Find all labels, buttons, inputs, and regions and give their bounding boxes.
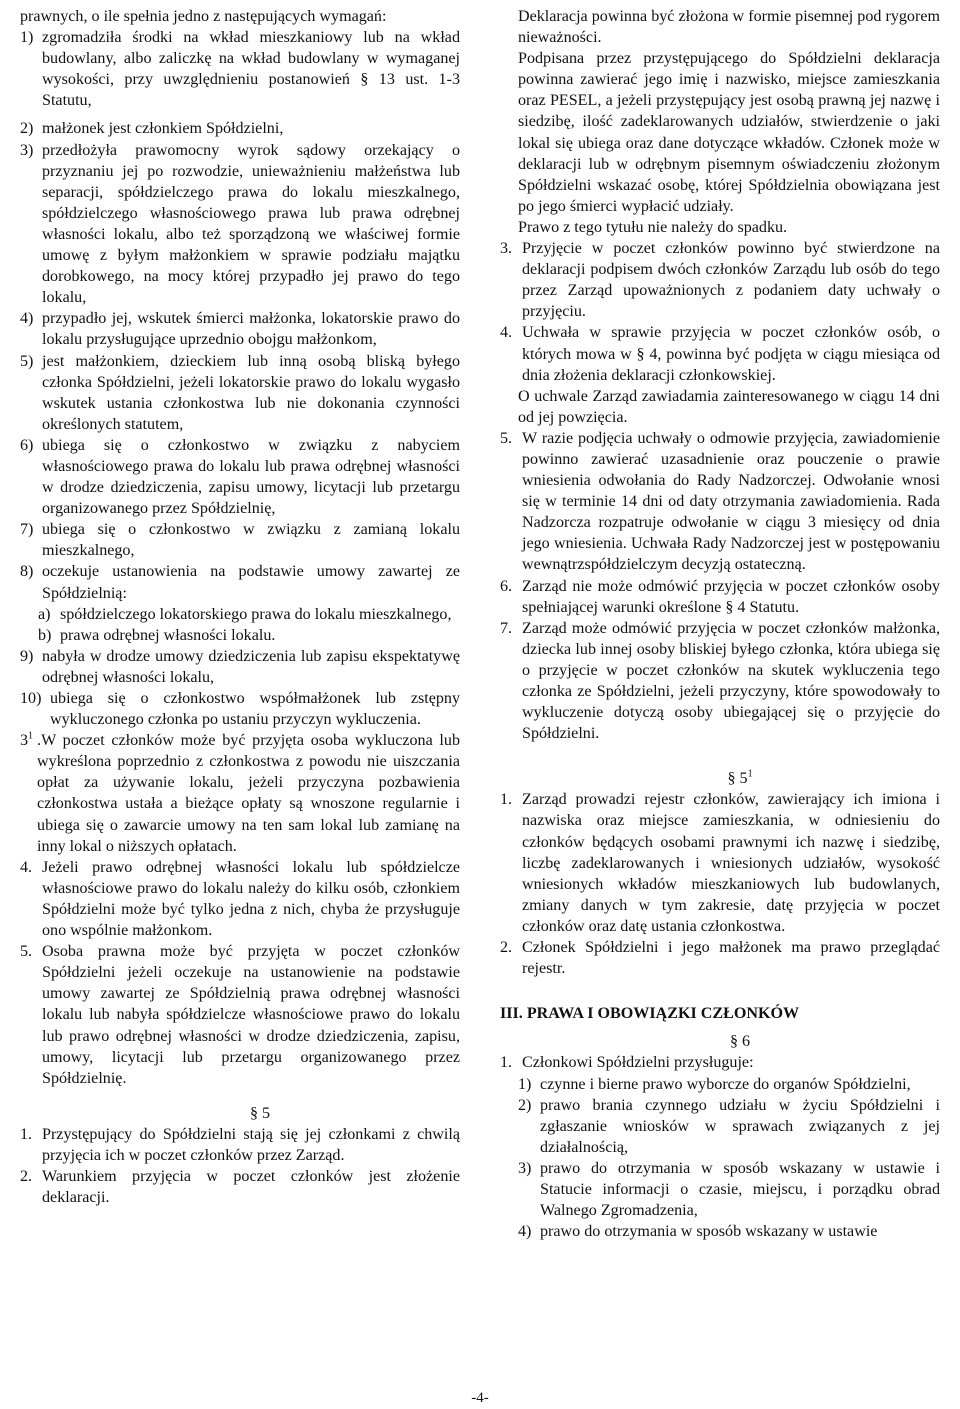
list-item xyxy=(500,322,940,385)
list-item xyxy=(500,1052,940,1073)
item-number: 1) xyxy=(20,29,34,47)
item-number: 2) xyxy=(20,120,34,138)
paragraph-3-1 xyxy=(20,730,460,857)
item-text: Przystępujący do Spółdzielni stają się jej członkami z chwilą przyjęcia ich w poczet członków przez Zarząd. xyxy=(42,1125,460,1164)
paragraph: Podpisana przez przystępującego do Spółdzielni deklaracja powinna zawierać jego imię i nazwisko, miejsce zamieszkania oraz PESEL, a jeżeli przystępujący jest osobą prawną jej nazwę i siedzibę, ilość zadeklarowanych udziałów, stwierdzenie o jaki lokal się ubiega oraz dane dotyczące wkładów. Członek może w deklaracji lub w odrębnym pisemnym oświadczeniu złożonym Spółdzielni wskazać osobę, której Spółdzielnia obowiązana jest po jego śmierci wypłacić udziały. xyxy=(518,50,940,215)
item-number: b) xyxy=(38,626,52,644)
item-number: 6) xyxy=(20,436,34,454)
list-item xyxy=(20,435,460,519)
list-item xyxy=(20,646,460,688)
item-text: Uchwała w sprawie przyjęcia w poczet członków osób, o których mowa w § 4, powinna być podjęta w ciągu miesiąca od dnia złożenia deklaracji członkowskiej. xyxy=(522,324,940,384)
item-number: 4) xyxy=(518,1223,532,1241)
item-text: Zarząd prowadzi rejestr członków, zawierający ich imiona i nazwiska oraz miejsce zamieszkania, w odniesieniu do członków będących osobami prawnymi ich nazwę i siedzibę, liczbę zadeklarowanych i wniesionych udziałów, wysokość wniesionych wkładów mieszkaniowych lub budowlanych, zmiany danych w tym zakresie, datę przyjęcia w poczet członków oraz datę ustania członkostwa. xyxy=(522,791,940,935)
item-number: 2. xyxy=(20,1168,33,1186)
item-text: Jeżeli prawo odrębnej własności lokalu lub spółdzielcze własnościowe prawo do lokalu należy do kilku osób, członkiem Spółdzielni może być tylko jedna z nich, chyba że przysługuje ono wspólnie małżonkom. xyxy=(42,858,460,940)
section-heading: § 6 xyxy=(729,1033,751,1051)
item-number: 3. xyxy=(500,240,513,258)
item-number: 7. xyxy=(500,619,513,637)
item-text: W razie podjęcia uchwały o odmowie przyjęcia, zawiadomienie powinno zawierać uzasadnienie oraz pouczenie o prawie wniesienia odwołania do Rady Nadzorczej. Odwołanie wnosi się w terminie 14 dni od daty otrzymania zawiadomienia. Rada Nadzorcza rozpatruje odwołanie w ciągu 3 miesięcy od dnia jego wniesienia. Uchwała Rady Nadzorczej jest w postępowaniu wewnątrzspółdzielczym decyzją ostateczną. xyxy=(522,429,940,574)
list-item xyxy=(500,618,940,745)
item-text: Członkowi Spółdzielni przysługuje: xyxy=(522,1054,754,1072)
item-text: przedłożyła prawomocny wyrok sądowy orzekający o przyznaniu jej po rozwodzie, unieważnieniu małżeństwa lub separacji, spółdzielczego prawa do lokalu mieszkalnego, spółdzielczego własnościowego prawa lub prawa odrębnej własności lokalu, albo też sporządzoną we właściwej formie umowę z byłym małżonkiem w sprawie podziału majątku dorobkowego, na mocy której przypadło jej prawo do tego lokalu, xyxy=(42,141,460,307)
list-item xyxy=(20,1124,460,1166)
list-item xyxy=(20,1166,460,1208)
item-text: prawo brania czynnego udziału w życiu Spółdzielni i zgłaszanie wniosków w sprawach związanych z jej działalnością, xyxy=(540,1096,940,1156)
item-text: spółdzielczego lokatorskiego prawa do lokalu mieszkalnego, xyxy=(60,605,452,623)
list-item xyxy=(500,428,940,576)
paragraph: O uchwale Zarząd zawiadamia zainteresowanego w ciągu 14 dni od jej powzięcia. xyxy=(518,387,940,426)
chapter-heading: III. PRAWA I OBOWIĄZKI CZŁONKÓW xyxy=(500,1005,800,1023)
item-number: 10) xyxy=(20,690,42,707)
right-column xyxy=(500,6,940,1242)
paragraph-5 xyxy=(20,941,460,1089)
item-text: przypadło jej, wskutek śmierci małżonka, lokatorskie prawo do lokalu przysługujące uprzednio obojgu małżonkom, xyxy=(42,310,460,349)
item-number: 5. xyxy=(500,429,513,447)
paragraph: Prawo z tego tytułu nie należy do spadku. xyxy=(518,218,788,236)
item-text: Przyjęcie w poczet członków powinno być stwierdzone na deklaracji podpisem dwóch członków Zarządu lub osób do tego przez Zarząd upoważnionych z podaniem daty uchwały o przyjęciu. xyxy=(522,240,940,321)
item-number: 1. xyxy=(20,1125,33,1143)
item-number: 3) xyxy=(20,141,34,159)
item-text: oczekuje ustanowienia na podstawie umowy zawartej ze Spółdzielnią: xyxy=(42,563,460,602)
intro-line: prawnych, o ile spełnia jedno z następujących wymagań: xyxy=(20,8,387,25)
sub-item xyxy=(20,625,460,646)
sub-item xyxy=(500,1095,940,1158)
item-number: 7) xyxy=(20,521,34,539)
list-item xyxy=(500,238,940,322)
page-number: -4- xyxy=(471,1390,489,1406)
item-text: Warunkiem przyjęcia w poczet członków jest złożenie deklaracji. xyxy=(42,1168,460,1207)
item-number: 9) xyxy=(20,647,34,665)
item-number: 5. xyxy=(20,943,33,961)
item-number: 1. xyxy=(500,1054,513,1072)
list-item xyxy=(20,27,460,111)
item-text: nabyła w drodze umowy dziedziczenia lub zapisu ekspektatywę odrębnej własności lokalu, xyxy=(42,647,460,686)
item-text: Zarząd może odmówić przyjęcia w poczet członków małżonka, dziecka lub innej osoby bliskiej byłego członka, która ubiega się o przyjęcie w poczet członków na skutek wykluczenia tego członka ze Spółdzielni, jeżeli przyczyny, które spowodowały to wykluczenie dotyczą osoby ubiegającej się o przyjęcie do Spółdzielni. xyxy=(522,619,940,743)
list-item xyxy=(20,351,460,435)
item-text: .W poczet członków może być przyjęta osoba wykluczona lub wykreślona poprzednio z członkostwa z powodu nie uiszczania opłat za używanie lokalu, jeżeli przyczyna pozbawienia członkostwa ustała a bieżące opłaty są wnoszone regularnie i ubiega się o zawarcie umowy na ten sam lokal lub zamianę na inny lokal o niższych opłatach. xyxy=(37,732,460,855)
item-text: czynne i bierne prawo wyborcze do organów Spółdzielni, xyxy=(540,1075,911,1093)
item-number: 4. xyxy=(500,324,513,342)
section-heading: § 5 xyxy=(249,1104,271,1122)
item-text: zgromadziła środki na wkład mieszkaniowy lub na wkład budowlany, albo zaliczkę na wkład budowlany w wymaganej wysokości, przy uwzględnieniu postanowień § 13 ust. 1-3 Statutu, xyxy=(42,29,460,110)
list-item xyxy=(500,576,940,618)
list-item xyxy=(20,118,460,139)
sub-item xyxy=(500,1158,940,1221)
list-item xyxy=(20,308,460,350)
item-number: 1) xyxy=(518,1075,532,1093)
item-number: 2. xyxy=(500,939,513,957)
item-number: 3) xyxy=(518,1159,532,1177)
item-text: jest małżonkiem, dzieckiem lub inną osobą bliską byłego członka Spółdzielni, jeżeli lokatorskie prawo do lokalu wygasło wskutek ustania członkostwa lub nie dokonania czynności określonych statutem, xyxy=(42,352,460,433)
item-number: $3^1$ xyxy=(20,730,34,750)
list-item xyxy=(20,519,460,561)
item-text: prawa odrębnej własności lokalu. xyxy=(60,626,276,644)
item-text: prawo do otrzymania w sposób wskazany w ustawie xyxy=(540,1223,878,1241)
item-number: 4. xyxy=(20,858,33,876)
item-text: ubiega się o członkostwo współmałżonek lub zstępny wykluczonego członka po ustaniu przyczyn wykluczenia. xyxy=(50,690,460,729)
list-item xyxy=(20,140,460,309)
item-text: prawo do otrzymania w sposób wskazany w ustawie i Statucie informacji o czasie, miejscu, i porządku obrad Walnego Zgromadzenia, xyxy=(540,1159,940,1220)
item-text: ubiega się o członkostwo w związku z zamianą lokalu mieszkalnego, xyxy=(42,521,460,560)
left-column xyxy=(20,6,460,1208)
item-number: 5) xyxy=(20,352,34,370)
item-number: 8) xyxy=(20,563,34,581)
item-number: 6. xyxy=(500,577,513,595)
item-number: a) xyxy=(38,605,51,623)
sub-item xyxy=(500,1221,940,1242)
item-text: małżonek jest członkiem Spółdzielni, xyxy=(42,120,284,138)
item-text: ubiega się o członkostwo w związku z nabyciem własnościowego prawa do lokalu lub prawa odrębnej własności w drodze dziedziczenia, zapisu umowy, licytacji lub przetargu organizowanego przez Spółdzielnię, xyxy=(42,436,460,518)
list-item xyxy=(20,688,460,730)
list-item xyxy=(20,561,460,603)
section-heading: § $5^1$ xyxy=(727,768,753,788)
item-number: 1. xyxy=(500,791,513,809)
paragraph: Deklaracja powinna być złożona w formie pisemnej pod rygorem nieważności. xyxy=(518,8,940,47)
item-text: Osoba prawna może być przyjęta w poczet członków Spółdzielni jeżeli oczekuje na ustanowienie na podstawie umowy zawartej ze Spółdzielnią prawa odrębnej własności lokalu lub nabyła spółdzielcze własnościowe prawo do lokalu lub prawo odrębnej własności w drodze dziedziczenia, zapisu, umowy, licytacji lub przetargu organizowanego przez Spółdzielnię. xyxy=(42,943,460,1087)
sub-item xyxy=(500,1074,940,1095)
list-item xyxy=(500,937,940,979)
paragraph-4 xyxy=(20,857,460,941)
sub-item xyxy=(20,604,460,625)
item-text: Członek Spółdzielni i jego małżonek ma prawo przeglądać rejestr. xyxy=(522,939,940,978)
item-number: 2) xyxy=(518,1096,532,1114)
list-item xyxy=(500,789,940,937)
item-text: Zarząd nie może odmówić przyjęcia w poczet członków osoby spełniającej warunki określone § 4 Statutu. xyxy=(522,577,940,616)
item-number: 4) xyxy=(20,310,34,328)
